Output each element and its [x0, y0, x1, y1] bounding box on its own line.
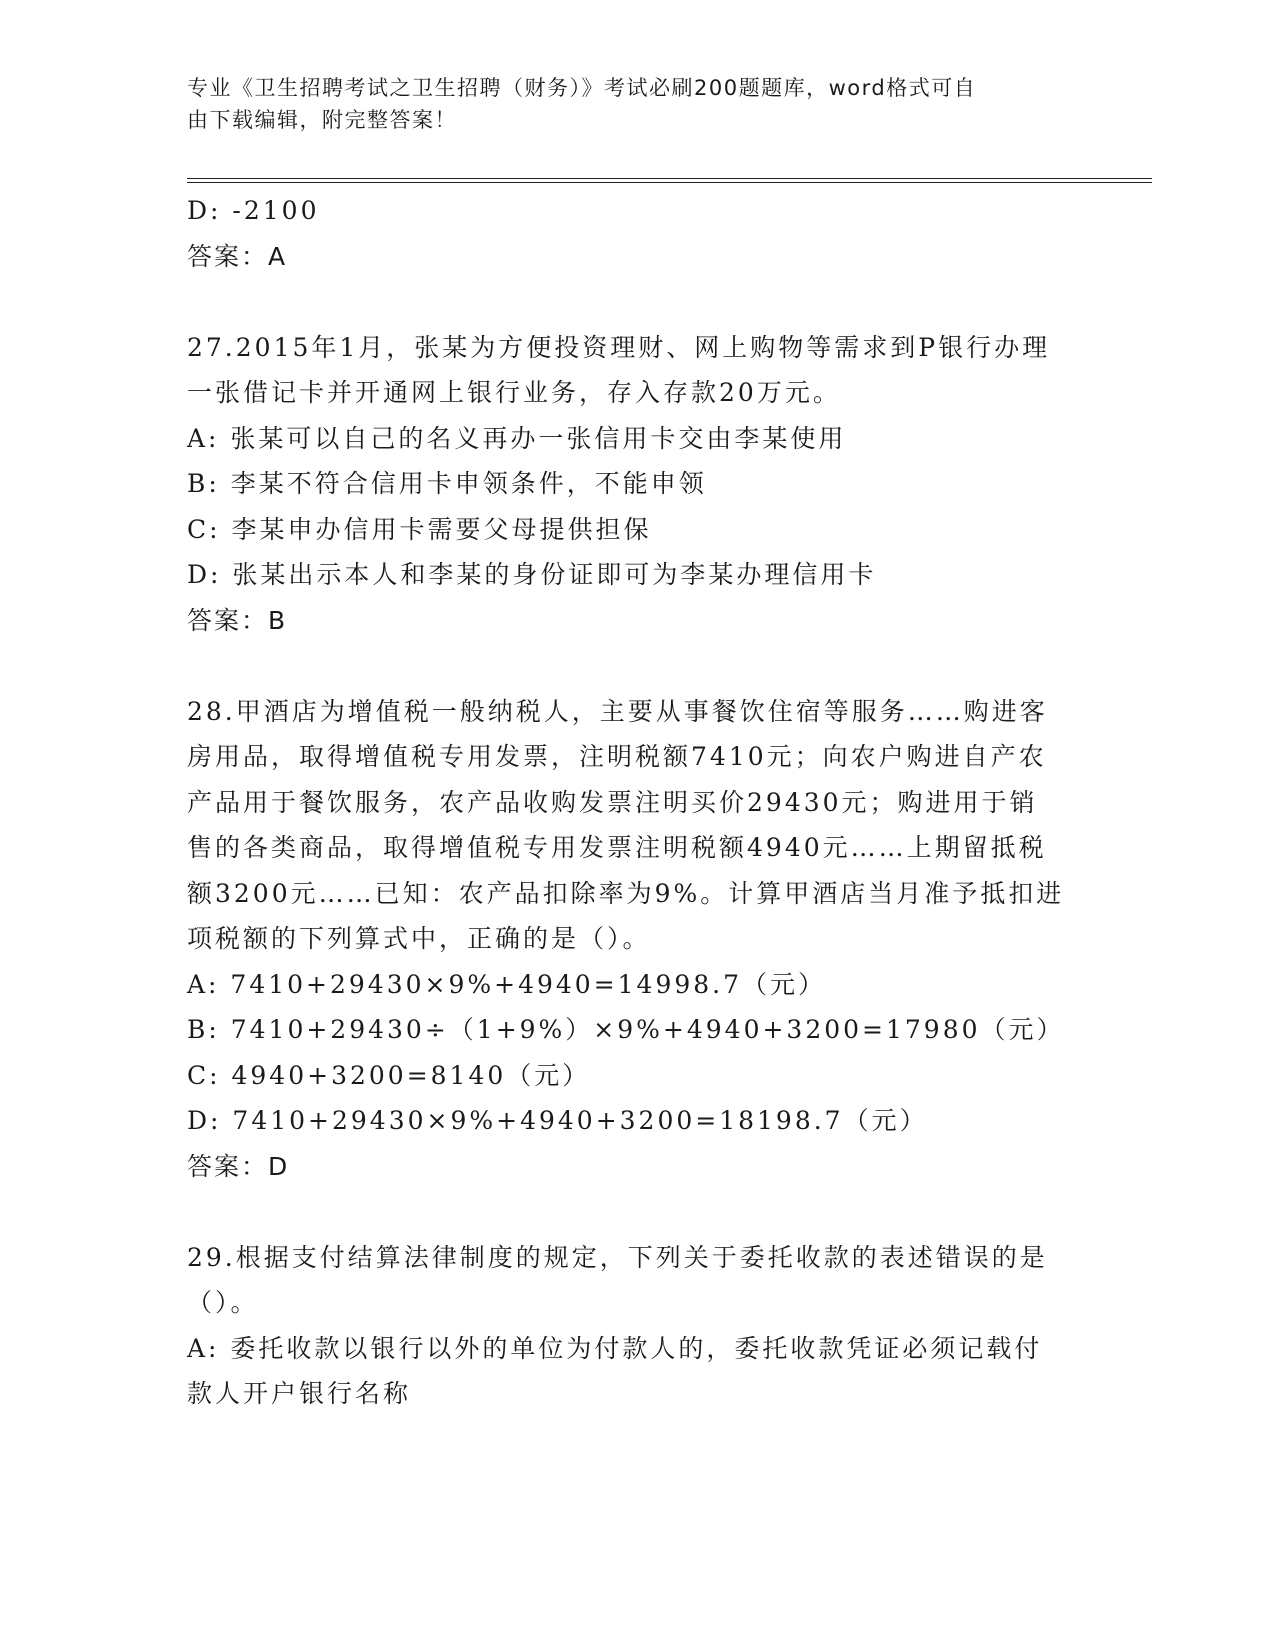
question-stem-line: 售的各类商品，取得增值税专用发票注明税额4940元……上期留抵税: [187, 833, 1047, 862]
option-d: D: 7410+29430×9%+4940+3200=18198.7（元）: [187, 1106, 928, 1135]
header-rule-bottom: [187, 182, 1152, 183]
question-26-tail: [187, 188, 1087, 279]
option-b: B: 7410+29430÷（1+9%）×9%+4940+3200=17980（元）: [187, 1015, 1065, 1044]
option-d: D: -2100: [187, 196, 320, 225]
question-stem-line: 额3200元……已知：农产品扣除率为9%。计算甲酒店当月准予抵扣进: [187, 878, 1065, 908]
question-28: [187, 689, 1087, 1190]
question-27: [187, 325, 1087, 644]
question-stem-line: 一张借记卡并开通网上银行业务，存入存款20万元。: [187, 378, 841, 407]
header-rule-top: [187, 178, 1152, 179]
spacer: [187, 643, 1087, 689]
question-stem-line: 房用品，取得增值税专用发票，注明税额7410元；向农户购进自产农: [187, 742, 1047, 771]
answer-line: 答案：B: [187, 605, 288, 635]
question-content: [187, 188, 1087, 1417]
question-stem-line: 29.根据支付结算法律制度的规定，下列关于委托收款的表述错误的是: [187, 1242, 1048, 1272]
question-stem-line: 项税额的下列算式中，正确的是（）。: [187, 924, 651, 953]
header-line-1: 专业《卫生招聘考试之卫生招聘（财务）》考试必刷200题题库，word格式可自: [187, 76, 977, 100]
spacer: [187, 279, 1087, 325]
header-line-2: 由下载编辑，附完整答案！: [187, 108, 457, 132]
option-c: C: 4940+3200=8140（元）: [187, 1060, 591, 1090]
question-stem-line: 27.2015年1月，张某为方便投资理财、网上购物等需求到P银行办理: [187, 332, 1051, 362]
question-stem-line: 28.甲酒店为增值税一般纳税人，主要从事餐饮住宿等服务……购进客: [187, 696, 1048, 726]
spacer: [187, 1189, 1087, 1235]
option-a: A: 委托收款以银行以外的单位为付款人的，委托收款凭证必须记载付: [187, 1333, 1043, 1363]
question-stem-line: 产品用于餐饮服务，农产品收购发票注明买价29430元；购进用于销: [187, 787, 1038, 817]
question-29: [187, 1235, 1087, 1417]
option-b: B: 李某不符合信用卡申领条件，不能申领: [187, 469, 707, 498]
option-a: A: 7410+29430×9%+4940=14998.7（元）: [187, 969, 827, 999]
question-stem-line: （）。: [187, 1288, 259, 1317]
option-a-continuation: 款人开户银行名称: [187, 1379, 412, 1408]
answer-line: 答案：A: [187, 241, 288, 271]
option-a: A: 张某可以自己的名义再办一张信用卡交由李某使用: [187, 423, 847, 453]
page-header: [187, 72, 1067, 136]
answer-line: 答案：D: [187, 1151, 290, 1181]
option-d: D: 张某出示本人和李某的身份证即可为李某办理信用卡: [187, 560, 877, 589]
option-c: C: 李某申办信用卡需要父母提供担保: [187, 514, 652, 544]
